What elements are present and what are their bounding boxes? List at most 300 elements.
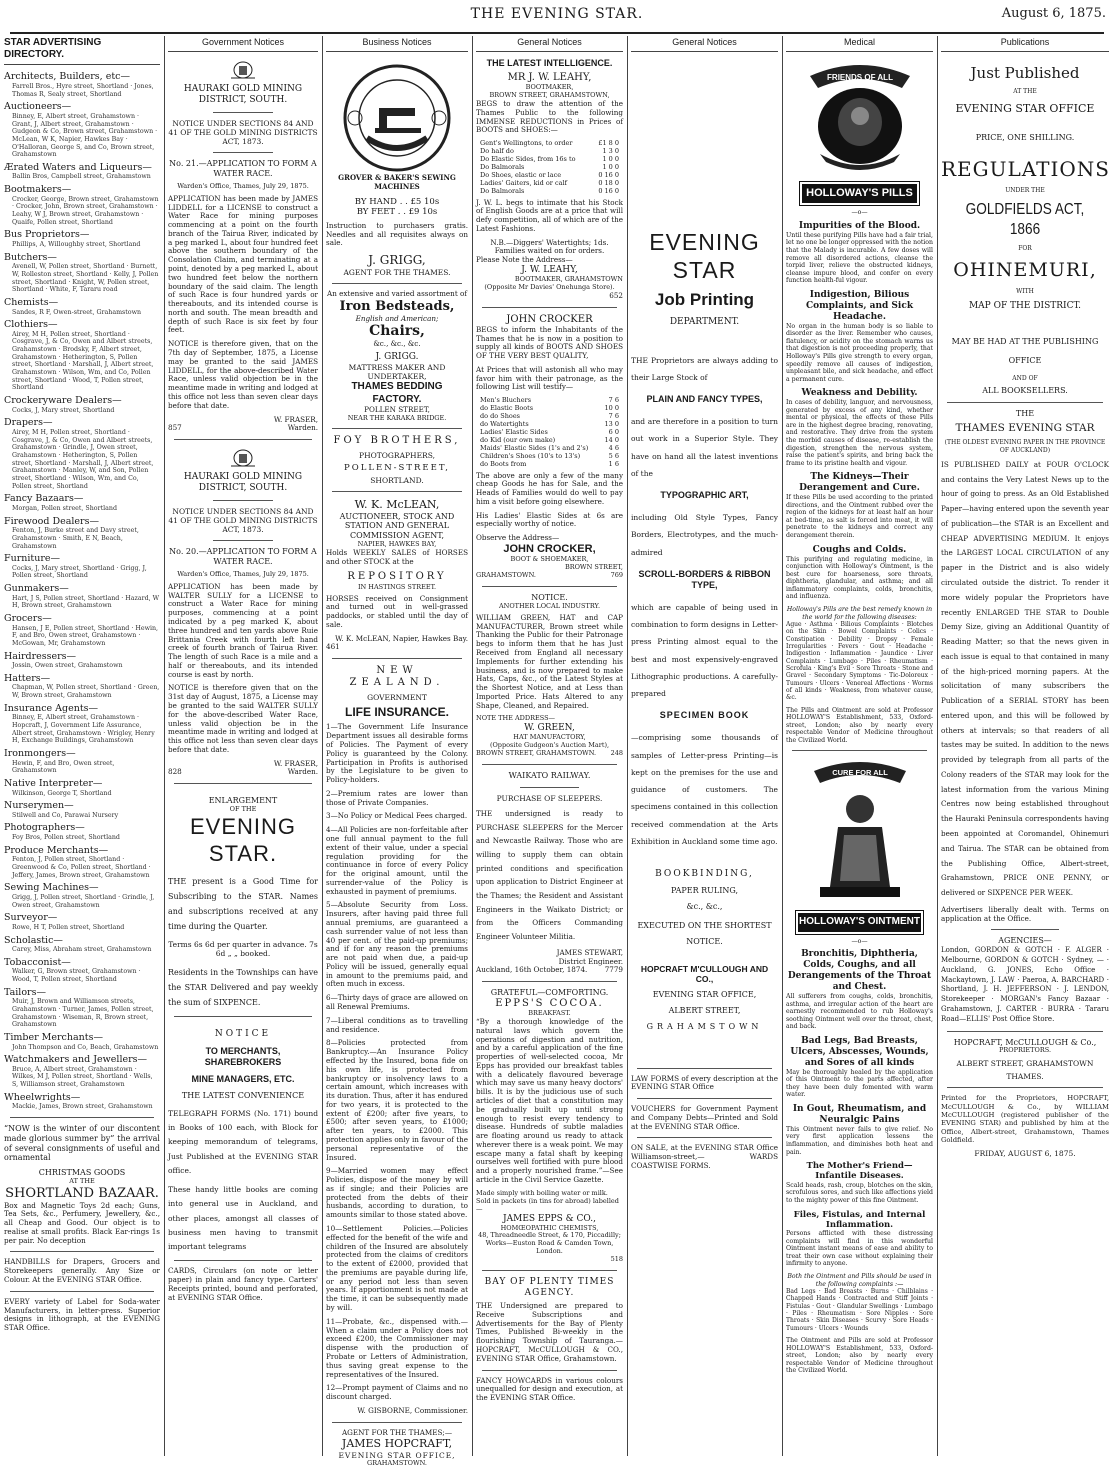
directory-entries: Hansen, J E, Pollen street, Shortland · Hewin, F, and Bro, Owen street, Grahamstown · McGowan, Mr, Grahamstown <box>12 624 159 647</box>
price-item: do Watertights <box>480 420 529 429</box>
directory-entries: Mackie, James, Brown street, Grahamstown <box>12 1103 153 1111</box>
directory-category: Fancy Bazaars— <box>4 493 84 505</box>
gov1-notice: NOTICE UNDER SECTIONS 84 AND 41 OF THE GOLD MINING DISTRICTS ACT, 1873. <box>168 118 318 147</box>
med-p10: Persons afflicted with these distressing complaints will find in this wonderful Ointment instant means of ease and ability to treat their own case without explaining their infirmity to anyone. <box>786 1230 933 1268</box>
directory-entries: Foy Bros, Pollen street, Shortland <box>12 834 120 842</box>
on-sale-ad: ON SALE, at the EVENING STAR Office Williamson-street,— WARDS COASTWISE FORMS. <box>631 1143 778 1171</box>
epps-name: JAMES EPPS & CO., <box>503 1213 596 1224</box>
directory-entries: Avenell, W, Pollen street, Shortland · Burnett, W, Rolleston street, Shortland · Kelly, J, Pollen street, Shortland · Knight, W, Pollen street, Shortland · White, F, Tararu road <box>12 263 159 294</box>
med-italic: Holloway's Pills are the best remedy known in the world for the following diseases: <box>786 605 933 621</box>
ribbon-text: CURE FOR ALL <box>831 768 888 778</box>
price-value: 1 3 0 <box>602 147 619 156</box>
nz-town: GRAHAMSTOWN. <box>367 1458 427 1467</box>
merchants-body2: These handy little books are coming into general use in Auckland, and other places, amongst all classes of business men having to transmit important telegrams <box>168 1185 318 1252</box>
directory-category: Crockeryware Dealers— <box>4 395 122 407</box>
price-value: 14 0 <box>604 435 619 444</box>
howcards-ad: FANCY HOWCARDS in various colours unequalled for design and execution, at the EVENING STAR Office. <box>476 1375 623 1403</box>
price-item: do Kid (our own make) <box>480 435 556 444</box>
pubs-under: UNDER THE <box>1005 187 1045 195</box>
price-by-hand: BY HAND . . £5 10s <box>354 197 440 208</box>
holloways-pills-banner: HOLLOWAY'S PILLS <box>800 182 919 205</box>
directory-category: Ærated Waters and Liqueurs— <box>4 161 152 173</box>
nz-insurance-list <box>326 723 468 1401</box>
hat-fact: HAT MANUFACTORY, <box>513 733 586 742</box>
nz-insurance-item: 6—Thirty days of grace are allowed on all Renewal Premiums. <box>326 993 468 1012</box>
directory-category: Photographers— <box>4 822 85 834</box>
directory-entries: Rowe, H T, Pollen street, Shortland <box>12 923 125 931</box>
pubs-the: THE <box>1015 408 1035 418</box>
med-p5: This purifying and regulating medicine, in conjunction with Holloway's Ointment, is the best cure for hoarseness, sore throats, diphtheria, glandular, and asthma; and all inflammatory complaints, colds, bronchitis, and influenza. <box>786 555 933 601</box>
merchants-t2: TO MERCHANTS, SHAREBROKERS <box>204 1046 282 1068</box>
holloway-ointment-emblem-icon <box>800 757 920 907</box>
price-value: 7 6 <box>608 412 619 421</box>
hat-body: WILLIAM GREEN, HAT and CAP MANUFACTURER, Brown street while Thanking the Public for their Patronage begs to inform them that he has Just Received from England all necessary Implements for further extending his business, and is now prepared to make Hats, Caps, &c., of the Latest Styles at the Shortest Notice, and at Less than Imported Price. Hats Altered to any Shape, Cleaned, and Repaired. <box>476 612 623 710</box>
royal-arms-icon <box>228 446 258 468</box>
pubs-agents: London, GORDON & GOTCH · F. ALGER · Melbourne, GORDON & GOTCH · Sydney, — · Auckland, G. JONES, Echo Office · Mackaytown, J. LAW · Paeroa, A. BARCHARD · Shortland, J. H. JEFFERSON · J. LENDON, Storekeeper · MORGAN's Fancy Bazaar · Grahamstown, J. CARTER · BURRA · Tararu Road—ELLIS' Post Office Store. <box>941 946 1109 1023</box>
crocker-sign: JOHN CROCKER, <box>503 543 596 556</box>
directory-category: Tailors— <box>4 986 46 998</box>
bedsteads-near: NEAR THE KARAKA BRIDGE. <box>347 413 447 422</box>
price-value: 6 0 <box>608 427 619 436</box>
intel-families: Families waited on for orders. <box>494 246 605 256</box>
column-directory <box>4 36 160 1456</box>
pubs-agencies: AGENCIES— <box>998 936 1052 946</box>
directory-entries: Sandes, R F, Owen-street, Grahamstown <box>12 308 142 316</box>
pubs-regulations: REGULATIONS <box>941 156 1110 181</box>
gov2-office: Warden's Office, Thames, July 29, 1875. <box>177 569 309 578</box>
jobprint-plain-types: PLAIN AND FANCY TYPES, <box>646 394 763 405</box>
price-item: Ladies' Elastic Sides <box>480 427 548 436</box>
column-general-2 <box>631 36 778 1456</box>
waikato-sign2: District Engineer. <box>558 956 623 966</box>
intel-address-label: Please Note the Address— <box>476 255 573 265</box>
waikato-t2: PURCHASE OF SLEEPERS. <box>496 793 603 803</box>
jobprint-p2: and are therefore in a position to turn out work in a Superior Style. They have on hand all the latest inventions of the <box>631 417 778 478</box>
pubs-street: ALBERT STREET, GRAHAMSTOWN <box>956 1059 1094 1069</box>
pubs-ohinemuri: OHINEMURI, <box>953 258 1097 281</box>
directory-entries: Muir, J, Brown and Williamson streets, Grahamstown · Turner, James, Pollen street, Grahamstown · Wiseman, R, Brown street, Grahamstown <box>12 998 154 1029</box>
gov2-number: No. 20.—APPLICATION TO FORM A WATER RACE. <box>169 547 317 567</box>
price-value: 0 16 0 <box>598 170 619 179</box>
mclean-repository: REPOSITORY <box>347 571 447 583</box>
newspaper-title: THE EVENING STAR. <box>470 6 644 22</box>
directory-category: Watchmakers and Jewellers— <box>4 1054 148 1066</box>
handbills-ad: HANDBILLS for Drapers, Grocers and Storekeepers generally. Any Size or Colour. At the EVENING STAR Office. <box>4 1257 160 1285</box>
price-by-feet: BY FEET . . £9 10s <box>356 207 438 218</box>
masthead-rule <box>10 32 1104 34</box>
jobprint-paper-ruling: PAPER RULING, <box>670 886 739 896</box>
price-item: do Boots from <box>480 459 527 468</box>
crocker-body2: At Prices that will astonish all who may favor him with their patronage, as the following List will testify— <box>476 364 623 392</box>
nz-life-insurance: LIFE INSURANCE. <box>344 704 449 719</box>
issue-date: August 6, 1875. <box>1001 6 1106 21</box>
directory-category: Gunmakers— <box>4 583 69 595</box>
column-divider <box>472 36 473 1456</box>
jobprint-typographic: TYPOGRAPHIC ART, <box>660 490 749 501</box>
price-value: 1 6 <box>608 459 619 468</box>
med-italic2: Both the Ointment and Pills should be used in the following complaints :— <box>787 1273 932 1288</box>
nz-title: NEW ZEALAND. <box>349 665 445 689</box>
hat-note: NOTE THE ADDRESS— <box>476 714 556 723</box>
directory-entries: Cocks, J, Mary street, Shortland <box>12 406 115 414</box>
med-p3: In cases of debility, languor, and nervousness, generated by excess of any kind, whether mental or physical, the effects of these Pills are in the highest degree bracing, renovating, and restorative. They drive from the system the morbid causes of disease, re-establish the digestion, strengthen the nervous system, raise the patient's spirits, and bring back the frame to its pristine health and vigour. <box>786 399 933 467</box>
grigg-name: J. GRIGG, <box>368 253 426 268</box>
mclean-name: W. K. McLEAN, <box>354 498 440 512</box>
intel-nb: N.B.—Diggers' Watertights; 1ds. <box>490 237 609 247</box>
chairs: Chairs, <box>369 323 425 340</box>
med-list2: Bad Legs · Bad Breasts · Burns · Chilblains · Chapped Hands · Contracted and Stiff Joints · Fistulas · Gout · Glandular Swellings · Lumbago · Piles · Rheumatism · Sore Nipples · Sore Throats · Skin Diseases · Scurvy · Sore Heads · Tumours · Ulcers · Wounds <box>786 1288 933 1332</box>
directory-category: Hairdressers— <box>4 650 77 662</box>
directory-category: Butchers— <box>4 251 57 263</box>
med-h1: Impurities of the Blood. <box>798 220 921 231</box>
gov2-body: APPLICATION has been made by WALTER SULLY for a LICENSE to construct a Water Race for mining purposes, commencing at a point indicated by a peg marked K, about three hundred and ten yards above Ruie Brittania Creek with fourth left hand creek of fourth branch of Tairua River. The length of such Race is a mile and a half or thereabouts, and its intended course is east by north. <box>168 581 318 679</box>
directory-entries: Grigg, J, Pollen street, Shortland · Grindle, J, Owen street, Grahamstown <box>12 893 155 909</box>
hat-addr: (Opposite Gudgeon's Auction Mart), <box>489 741 610 750</box>
price-item: Do half do <box>480 147 514 156</box>
nz-insurance-item: 9—Married women may effect Policies, dispose of the money by will as if single; and their Policies are protected from the debts of their husbands, according to duration, to amounts similar to those stated above. <box>326 1166 468 1220</box>
crocker-sign4: GRAHAMSTOWN. <box>476 571 536 580</box>
price-item: do Elastic Boots <box>480 404 534 413</box>
directory-category: Sewing Machines— <box>4 882 99 894</box>
column-heading: General Notices <box>476 36 623 52</box>
pubs-proprietors-label: PROPRIETORS. <box>998 1046 1052 1055</box>
enlargement-t1: ENLARGEMENT <box>208 796 278 806</box>
crocker-sign3: BROWN STREET, <box>564 563 623 572</box>
intel-name: MR J. W. LEAHY, <box>507 71 592 83</box>
column-heading: STAR ADVERTISING DIRECTORY. <box>4 36 160 65</box>
directory-category: Chemists— <box>4 296 59 308</box>
crocker-sign2: BOOT & SHOEMAKER, <box>510 555 589 564</box>
soda-labels-ad: EVERY variety of Label for Soda-water Manufacturers, in letter-press. Superior designs in lithograph, at the EVENING STAR Office. <box>4 1296 160 1333</box>
gov1-body2: NOTICE is therefore given, that on the 7th day of September, 1875, a License may be granted to the said JAMES LIDDELL, for the above-described Water Race, unless valid objection be in the meantime made in writing and lodged at this office not less than seven clear days before that date. <box>168 339 318 410</box>
foy-name: FOY BROTHERS, <box>333 435 461 447</box>
directory-category: Architects, Builders, etc— <box>4 71 130 83</box>
intel-street: BROWN STREET, GRAHAMSTOWN, <box>489 91 610 100</box>
price-item: Gent's Wellingtons, to order <box>480 139 573 148</box>
directory-entries: Wilkinson, George T, Shortland <box>12 789 112 797</box>
directory-category: Hatters— <box>4 672 51 684</box>
med-h3: Weakness and Debility. <box>801 388 918 399</box>
med-p2: No organ in the human body is so liable to disorder as the liver. Remember who causes, flatulency, or acidity on the stomach warns us that digestion is not proceeding properly, that Holloway's Pills give strength to every organ, speedily remove all causes of indigestion, unpleasant bile, and sick headache, and effect a permanent cure. <box>786 322 933 383</box>
enlargement-body: THE present is a Good Time for Subscribing to the STAR. Names and subscriptions received at any time during the Quarter. <box>168 876 318 932</box>
price-row <box>476 461 623 469</box>
med-p8: This Ointment never fails to give relief. No very first application lessens the inflammation, and diminishes both heat and pain. <box>786 1125 933 1156</box>
foy-town: SHORTLAND. <box>370 476 424 486</box>
pubs-proprietors: HOPCRAFT, McCULLOUGH & Co., <box>953 1037 1097 1047</box>
directory-category: Native Interpreter— <box>4 777 103 789</box>
directory-entries: Cocks, J, Mary street, Shortland · Grigg, J, Pollen street, Shortland <box>12 564 147 580</box>
price-item: Maids' Elastic Sides (1's and 2's) <box>480 443 589 452</box>
jobprint-etc: &c., &c., <box>686 901 723 911</box>
waikato-sign: JAMES STEWART, <box>556 947 623 957</box>
column-divider <box>164 36 165 1456</box>
gov1-body: APPLICATION has been made by JAMES LIDDELL for a LICENSE to construct a Water Race for mining purposes commencing at a point on the fourth branch of the Tairua River, indicated by a peg marked L, about four hundred feet above the southern boundary of the Consolation Claim, and terminating at a point, denoted by a peg marked L, about two hundred feet below the northern boundary of the said claim. The length of such Race is four hundred yards or thereabouts, and its intended course is north and south. The mean breadth and depth of such Race is six feet by four feet. <box>168 193 318 335</box>
directory-category: Bootmakers— <box>4 184 72 196</box>
nz-agent: AGENT FOR THE THAMES;— <box>341 1427 453 1437</box>
column-divider <box>627 36 628 1456</box>
nz-government: GOVERNMENT <box>367 692 427 702</box>
directory-category: Firewood Dealers— <box>4 515 99 527</box>
nz-agent-name: JAMES HOPCRAFT, <box>341 1437 453 1451</box>
directory-entries: Walker, G, Brown street, Grahamstown · Wood, T, Pollen street, Shortland <box>12 968 141 983</box>
crocker-price-list <box>476 397 623 468</box>
jobprint-specimen-book: SPECIMEN BOOK <box>659 710 750 721</box>
price-row <box>476 188 623 196</box>
med-p9: Scald heads, rash, croup, blotches on the skin, scrofulous sores, and such like affections yield to the mighty power of this fine Ointment. <box>786 1181 933 1204</box>
directory-entries: Airey, M H, Pollen street, Shortland · Cosgrave, J, & Co, Owen and Albert streets, Grahamstown · Grindle, J, Owen street, Grahamstown · Hetherington, S, Pollen street, Shortland · Marshall, J, Albert street, Grahamstown · Manley, W, and Son, Pollen street, Shortland · Wilson, Wm, and Co, Pollen street, Shortland <box>12 428 154 490</box>
pubs-thames-evening-star: THAMES EVENING STAR <box>955 422 1095 435</box>
gov1-office: Warden's Office, Thames, July 29, 1875. <box>177 181 309 190</box>
epps-body: “By a thorough knowledge of the natural laws which govern the operations of digestion and nutrition, and by a careful application of the fine properties of well-selected cocoa, Mr Epps has provided our breakfast tables with a delicately flavoured beverage which may save us many heavy doctors' bills. It is by the judicious use of such articles of diet that a constitution may be gradually built up until strong enough to resist every tendency to disease. Hundreds of subtle maladies are floating around us ready to attack wherever there is a weak point. We may escape many a fatal shaft by keeping ourselves well fortified with pure blood and a properly nourished frame.”—See article in the Civil Service Gazette. <box>476 1016 623 1184</box>
jobprint-town: GRAHAMSTOWN <box>646 1021 763 1031</box>
epps-t3: BREAKFAST. <box>528 1009 571 1018</box>
epps-made: Made simply with boiling water or milk. <box>476 1188 608 1197</box>
intel-sign2: BOOTMAKER, GRAHAMSTOWN <box>514 274 623 283</box>
sewing-machine-emblem-icon <box>337 58 457 178</box>
royal-arms-icon <box>228 58 258 80</box>
price-item: Ladies' Gaiters, kid or calf <box>480 178 567 187</box>
pubs-price: PRICE, ONE SHILLING. <box>975 132 1075 142</box>
grigg-agent: AGENT FOR THE THAMES. <box>343 267 451 277</box>
column-heading: Medical <box>786 36 933 52</box>
nz-insurance-item: 1—The Government Life Insurance Department issues all desirable forms of Policies. The Payment of every Policy is guaranteed by the Colony. Participation in Profits is authorised by the Legislature to be given to Policy-holders. <box>326 722 468 785</box>
crocker-num: 769 <box>610 571 623 580</box>
price-item: Do Balmorals <box>480 162 525 171</box>
pubs-may-be-had: MAY BE HAD AT THE PUBLISHING OFFICE <box>951 337 1099 366</box>
directory-category: Bus Proprietors— <box>4 229 90 241</box>
hat-addr2: BROWN STREET, GRAHAMSTOWN. <box>476 749 597 758</box>
enlargement-t3: EVENING STAR. <box>189 813 297 866</box>
bazaar-name: SHORTLAND BAZAAR. <box>5 1185 159 1201</box>
foy-street: POLLEN-STREET, <box>344 462 450 473</box>
directory-entries: Bruce, A, Albert street, Grahamstown · Wilkes, M J, Pollen street, Shortland · Wells, S, Williamson street, Grahamstown <box>12 1065 153 1089</box>
hat-num: 248 <box>610 749 623 758</box>
med-h5: Coughs and Colds. <box>812 544 907 555</box>
intel-price-list <box>476 140 623 195</box>
jobprint-subtitle: Job Printing <box>654 290 755 310</box>
gov1-role: Warden. <box>287 423 318 433</box>
hat-t2: ANOTHER LOCAL INDUSTRY. <box>498 601 601 610</box>
pubs-date: FRIDAY, AUGUST 6, 1875. <box>974 1149 1076 1159</box>
masthead <box>0 0 1114 30</box>
price-value: £1 8 0 <box>598 139 619 148</box>
directory-category: Tobacconist— <box>4 956 71 968</box>
med-p4: If these Pills be used according to the printed directions, and the Ointment rubbed over the region of the kidneys for at least half an hour at bed-time, as salt is forced into meat, it will penetrate to the kidneys and correct any derangement therein. <box>786 494 933 540</box>
crocker-note2: His Ladies' Elastic Sides at 6s are especially worthy of notice. <box>476 510 623 529</box>
price-value: 13 0 <box>604 420 619 429</box>
column-divider <box>937 36 938 1456</box>
mclean-horses: HORSES received on Consignment and turned out in well-grassed paddocks, or stabled until the day of sale. <box>326 593 468 629</box>
directory-entries: Phillips, A, Willoughby street, Shortland <box>12 241 141 248</box>
price-value: 7 6 <box>608 396 619 405</box>
crocker-name: JOHN CROCKER <box>506 313 593 325</box>
jobprint-scroll-borders: SCROLL-BORDERS & RIBBON TYPE, <box>638 568 771 590</box>
waikato-body: THE undersigned is ready to PURCHASE SLEEPERS for the Mercer and Newcastle Railway. Those who are willing to supply them can obtain printed conditions and specification upon application to District Engineer at the Thames; the Resident and Assistant Engineers in the Waikato District; or from the Officers Commanding Engineer Volunteer Militia. <box>476 809 623 942</box>
med-h6: Bronchitis, Diphtheria, Colds, Coughs, and all Derangements of the Throat and Chest. <box>787 949 932 992</box>
med-diseases: Ague · Asthma · Bilious Complaints · Blotches on the Skin · Bowel Complaints · Colics · Constipation · Debility · Dropsy · Female Irregularities · Fevers · Gout · Headache · Indigestion · Inflammation · Jaundice · Liver Complaints · Lumbago · Piles · Rheumatism · Scrofula · King's Evil · Sore Throats · Stone and Gravel · Secondary Symptoms · Tic-Doloreux · Tumours · Ulcers · Venereal Affections · Worms of all kinds · Weakness, from whatever cause, &c. <box>786 621 933 702</box>
nz-sign: W. GISBORNE, Commissioner. <box>357 1405 468 1415</box>
pubs-and-of: AND OF <box>1012 374 1038 382</box>
price-item: Do Balmorals <box>480 186 525 195</box>
crocker-note: The above are only a few of the many cheap Goods he has for Sale, and the Heads of Families would do well to pay him a visit before going elsewhere. <box>476 470 623 506</box>
med-h2: Indigestion, Bilious Complaints, and Sick Headache. <box>805 289 914 322</box>
jobprint-p4: which are capable of being used in combination to form designs in Letter-press Printing almost equal to the best and most expensively-engraved Lithographic productions. A carefully-prepared <box>631 602 778 699</box>
directory-entries: Binney, E, Albert street, Grahamstown · Hopcraft, J, Government Life Assurance, Albert street, Grahamstown · Wrigley, Henry H, Exchange Buildings, Grahamstown <box>12 714 155 745</box>
column-business <box>326 36 468 1467</box>
merchants-t1: NOTICE <box>214 1029 272 1040</box>
gov2-body2: NOTICE is therefore given that on the 31st day of August, 1875, a License may be granted to the said WALTER SULLY for the above-described Water Race, unless valid objection be in the meantime made in writing and lodged at this office not less than seven clear days before that date. <box>168 683 318 754</box>
nz-insurance-item: 5—Absolute Security from Loss. Insurers, after having paid three full annual premiums, are guaranteed a cash surrender value of not less than 40 per cent. of the paid-up premiums; and if for any reason the premiums are not paid when due, a paid-up Policy will be issued, generally equal in amount to the premiums paid, and often much in excess. <box>326 900 468 989</box>
med-h8: In Gout, Rheumatism, and Neuralgic Pains <box>792 1103 927 1125</box>
mclean-sign: W. K. McLEAN, Napier, Hawkes Bay. <box>335 633 468 643</box>
intel-trade: BOOTMAKER, <box>525 83 574 92</box>
bazaar-body: Box and Magnetic Toys 2d each; Guns, Tea Sets, &c., Perfumery, Jewellery, &c., all Cheap and Good. Our object is to realise at small profits. Black Ear-rings 1s per pair. No deception <box>4 1200 160 1245</box>
intel-title: THE LATEST INTELLIGENCE. <box>486 57 613 68</box>
enlargement-t2: OF THE <box>229 805 257 813</box>
column-general-1 <box>476 36 623 1456</box>
directory-entries: Farrell Bros., Hyre street, Shortland · Jones, Thomas R, Sealy street, Shortland <box>12 82 154 98</box>
bedsteads-intro: An extensive and varied assortment of <box>327 288 467 298</box>
mclean-street: IN HASTINGS STREET. <box>357 582 437 591</box>
price-item: Do Shoes, elastic or lace <box>480 170 562 179</box>
price-item: do do Shoes <box>480 412 521 421</box>
crocker-body: BEGS to inform the Inhabitants of the Thames that he is now in a position to supply all kinds of BOOTS AND SHOES OF THE VERY BEST QUALITY, <box>476 324 623 361</box>
intel-sign3: (Opposite Mr Davies' Onehunga Store). <box>484 282 615 291</box>
directory-entries: Hewin, F, and Bro, Owen street, Grahamstown <box>12 759 115 775</box>
price-item: Children's Shoes (10's to 13's) <box>480 451 581 460</box>
jobprint-proprietors: HOPCRAFT M'CULLOUGH AND CO., <box>640 963 769 984</box>
med-foot: The Ointment and Pills are sold at Professor HOLLOWAY'S Establishment, 533, Oxford-street, London; also by nearly every respectable Vendor of Medicine throughout the Civilized World. <box>786 1337 933 1375</box>
column-heading: Publications <box>941 36 1109 52</box>
nz-insurance-item: 7—Liberal conditions as to travelling and residence. <box>326 1015 468 1034</box>
jobprint-street: ALBERT STREET, <box>668 1006 741 1016</box>
nz-insurance-item: 11—Probate, &c., dispensed with.—When a claim under a Policy does not exceed £200, the Commissioner may dispense with the production of Probate or Letters of Administration, thus saving great expense to the representatives of the Insured. <box>326 1316 468 1379</box>
jobprint-bookbinding: BOOKBINDING, <box>655 869 754 880</box>
pubs-all-booksellers: ALL BOOKSELLERS. <box>982 385 1068 395</box>
holloway-pills-emblem-icon <box>790 58 930 178</box>
pubs-just-published: Just Published <box>970 63 1080 82</box>
directory-category: Insurance Agents— <box>4 702 99 714</box>
price-value: 1 0 0 <box>602 154 619 163</box>
pubs-with: WITH <box>1016 287 1034 295</box>
foy-trade: PHOTOGRAPHERS, <box>359 450 435 460</box>
jobprint-department: DEPARTMENT. <box>669 316 740 327</box>
med-h4: The Kidneys—Their Derangement and Cure. <box>799 472 920 494</box>
nz-insurance-item: 8—Policies protected from Bankruptcy.—An Insurance Policy effected by the Insured, bona fide on his own life, is protected from bankruptcy or insolvency laws to a certain amount, which increases with its duration. Thus, after it has endured for two years, it is protected to the extent of £200; after five years, to £500; after seven years, to £1000; after ten years, to £2000. This protection applies only in favour of the personal representative of the Insured. <box>326 1038 468 1162</box>
directory-entries: Fenton, J, Burke street and Davy street, Grahamstown · Smith, E N, Beach, Grahamstown <box>12 527 139 550</box>
jobprint-p1: THE Proprietors are always adding to their Large Stock of <box>631 355 778 383</box>
gov1-sign: W. FRASER, <box>273 414 318 424</box>
waikato-t1: WAIKATO RAILWAY. <box>508 771 591 781</box>
price-item: Do Elastic Sides, from 16s to <box>480 154 576 163</box>
jobprint-office: EVENING STAR OFFICE, <box>652 990 757 1000</box>
waikato-num: 7779 <box>604 965 623 975</box>
gov1-number: No. 21.—APPLICATION TO FORM A WATER RACE. <box>169 159 317 179</box>
directory-category: Grocers— <box>4 613 52 625</box>
directory-entries: John Thompson and Co, Beach, Grahamstown <box>12 1043 159 1051</box>
mclean-body: AUCTIONEER, STOCK AND STATION AND GENERAL COMMISSION AGENT, <box>339 511 455 541</box>
price-value: 10 0 <box>604 404 619 413</box>
enlargement-residents: Residents in the Townships can have the STAR Delivered and pay weekly the sum of SIXPENCE. <box>168 967 318 1007</box>
price-value: 5 6 <box>608 451 619 460</box>
bedsteads-trade: MATTRESS MAKER AND UNDERTAKER, <box>348 363 446 382</box>
med-h7: Bad Legs, Bad Breasts, Ulcers, Abscesses, Wounds, and Sores of all kinds <box>790 1035 929 1068</box>
mclean-place: NAPIER, HAWKES BAY, <box>357 539 437 548</box>
holloways-ointment-banner: HOLLOWAY'S OINTMENT <box>796 911 923 933</box>
bazaar-intro: “NOW is the winter of our discontent made glorious summer by” the arrival of several consignments of useful and ornamental <box>4 1124 160 1163</box>
bedsteads-name: J. GRIGG. <box>375 352 419 363</box>
waikato-date: Auckland, 16th October, 1874. <box>476 965 588 975</box>
price-value: 1 0 0 <box>602 162 619 171</box>
directory-entries: Ballin Bros, Campbell street, Grahamstown <box>12 173 151 181</box>
iron-bedsteads: Iron Bedsteads, <box>339 298 455 314</box>
pubs-thames: THAMES. <box>1006 1072 1044 1082</box>
gov2-title: HAURAKI GOLD MINING DISTRICT, SOUTH. <box>183 472 303 494</box>
intel-num: 652 <box>609 290 623 300</box>
bedsteads-sub: English and American; <box>355 313 439 323</box>
vouchers-ad: VOUCHERS for Government Payment and Company Debts—Printed and Sold at the EVENING STAR Office. <box>631 1104 778 1131</box>
jobprint-executed: EXECUTED ON THE SHORTEST NOTICE. <box>637 920 772 946</box>
med-p7: May be thoroughly healed by the application of this Ointment to the parts affected, after they have been duly fomented with warm water. <box>786 1068 933 1099</box>
column-divider <box>782 36 783 1456</box>
directory-entries: Fenton, J, Pollen street, Shortland · Greenwood & Co, Pollen street, Shortland · Jeffery, James, Brown street, Grahamstown <box>12 856 151 879</box>
bazaar-line2: AT THE <box>69 1176 95 1185</box>
directory-entries: Morgan, Pollen street, Shortland <box>12 504 117 512</box>
epps-t1: GRATEFUL—COMFORTING. <box>490 988 609 998</box>
nz-insurance-item: 3—No Policy or Medical Fees charged. <box>326 811 468 821</box>
hat-t1: NOTICE. <box>531 593 568 603</box>
column-heading: General Notices <box>631 36 778 52</box>
gov1-title: HAURAKI GOLD MINING DISTRICT, SOUTH. <box>183 83 303 105</box>
pubs-at: AT THE <box>1013 88 1037 96</box>
directory-category: Drapers— <box>4 417 53 429</box>
merchants-t4: THE LATEST CONVENIENCE <box>181 1091 305 1101</box>
jobprint-p3: including Old Style Types, Fancy Borders, Electrotypes, and the much-admired <box>631 513 778 557</box>
directory-category: Furniture— <box>4 553 61 565</box>
nz-office: EVENING STAR OFFICE, <box>338 1450 456 1460</box>
directory-category: Scholastic— <box>4 934 63 946</box>
price-item: Men's Bluchers <box>480 396 532 405</box>
directory-entries: Carey, Miss, Abraham street, Grahamstown <box>12 946 152 954</box>
epps-sold: Sold in packets (in tins for abroad) labelled— <box>476 1196 619 1213</box>
directory-category: Produce Merchants— <box>4 844 109 856</box>
enlargement-terms: Terms 6s 6d per quarter in advance. 7s 6d „ „ booked. <box>168 940 318 959</box>
epps-trade: HOMŒOPATHIC CHEMISTS, <box>500 1223 599 1232</box>
column-medical: Medical FRIENDS OF ALL HOLLOWAY'S PILLS —o— Impurities of the Blood. Until these purifying Pills have had a fair trial, let no one be longer oppressed with the notion that the Malady is incurable. A few doses will remove all disordered actions, cleanse the torpid liver, relieve the obstructed kidneys, cleanse impure blood, and confer on every function health-ful vigour. Indigestion, Bilious Complaints, and Sick Headache. No organ in the human body is so liable to disorder as the liver. Remember who causes, flatulency, or acidity on the stomach warns us that digestion is not proceeding properly, that Holloway's Pills give strength to every organ, speedily remove all causes of indigestion, unpleasant bile, and sick headache, and effect a permanent cure. Weakness and Debility. In cases of debility, languor, and nervousness, generated by excess of any kind, whether mental or physical, the effects of these Pills are in the highest degree bracing, renovating, and restorative. They drive from the system the morbid causes of disease, re-establish the digestion, strengthen the nervous system, raise the patient's spirits, and bring back the frame to its pristine health and vigour. The Kidneys—Their Derangement and Cure. If these Pills be used according to the printed directions, and the Ointment rubbed over the region of the kidneys for at least half an hour at bed-time, as salt is forced into meat, it will penetrate to the kidneys and correct any derangement therein. Coughs and Colds. This purifying and regulating medicine, in conjunction with Holloway's Ointment, is the best cure for hoarseness, sore throats, diphtheria, glandular, and asthma; and all inflammatory complaints, colds, bronchitis, and influenza. Holloway's Pills are the best remedy known in the world for the following diseases: Ague · Asthma · Bilious Complaints · Blotches on the Skin · Bowel Complaints · Colics · Constipation · Debility · Dropsy · Female Irregularities · Fevers · Gout · Headache · Indigestion · Inflammation · Jaundice · Liver Complaints · Lumbago · Piles · Rheumatism · Scrofula · King's Evil · Sore Throats · Stone and Gravel · Secondary Symptoms · Tic-Doloreux · Tumours · Ulcers · Venereal Affections · Worms of all kinds · Weakness, from whatever cause, &c. The Pills and Ointment are sold at Professor HOLLOWAY'S Establishment, 533, Oxford-street, London; also by nearly every respectable Vendor of Medicine throughout the Civilized World. CURE FOR ALL HOLLOWAY'S OINTMENT —o— Bronchitis, Diphtheria, Colds, Coughs, and all Derangements of the Throat and Chest. All sufferers from coughs, colds, bronchitis, asthma, and irregular action of the heart are earnestly recommended to rub Holloway's soothing Ointment well over the throat, chest, and back. Bad Legs, Bad Breasts, Ulcers, Abscesses, Wounds, and Sores of all kinds May be thoroughly healed by the application of this Ointment to the parts affected, after they have been duly fomented with warm water. In Gout, Rheumatism, and Neuralgic Pains This Ointment never fails to give relief. No very first application lessens the inflammation, and diminishes both heat and pain. The Mother's Friend—Infantile Diseases. Scald heads, rash, croup, blotches on the skin, scrofulous sores, and such like affections yield to the mighty power of this fine Ointment. Files, Fistulas, and Internal Inflammation. Persons afflicted with these distressing complaints will find in this wonderful Ointment instant means of ease and ability to treat their own case without explaining their infirmity to anyone. Both the Ointment and Pills should be used in the following complaints :— Bad Legs · Bad Breasts · Burns · Chilblains · Chapped Hands · Contracted and Stiff Joints · Fistulas · Gout · Glandular Swellings · Lumbago · Piles · Rheumatism · Sore Nipples · Sore Throats · Skin Diseases · Scurvy · Sore Heads · Tumours · Ulcers · Wounds The Ointment and Pills are sold at Professor HOLLOWAY'S Establishment, 533, Oxford-street, London; also by nearly every respectable Vendor of Medicine throughout the Civilized World. <box>786 37 933 1375</box>
crocker-observe: Observe the Address— <box>476 533 560 543</box>
pubs-map: MAP OF THE DISTRICT. <box>968 301 1082 312</box>
directory-category: Ironmongers— <box>4 748 76 760</box>
column-publications <box>941 36 1109 1456</box>
pubs-act: GOLDFIELDS ACT, 1866 <box>965 201 1085 238</box>
directory-category: Wheelwrights— <box>4 1091 81 1103</box>
directory-entries: Chapman, W, Pollen street, Shortland · Green, W, Brown street, Grahamstown <box>12 684 160 700</box>
mclean-sales: Holds WEEKLY SALES of HORSES and other STOCK at the <box>326 547 468 566</box>
grover-instruction: Instruction to purchasers gratis. Needles and all requisites always on sale. <box>326 220 468 248</box>
gov2-sign: W. FRASER, <box>273 758 318 768</box>
nz-insurance-item: 12—Prompt payment of Claims and no discount charged. <box>326 1383 468 1402</box>
med-h10: Files, Fistulas, and Internal Inflammation. <box>793 1209 926 1230</box>
med-p1: Until these purifying Pills have had a fair trial, let no one be longer oppressed with the notion that the Malady is incurable. A few doses will remove all disordered actions, cleanse the torpid liver, relieve the obstructed kidneys, cleanse impure blood, and confer on every function health-ful vigour. <box>786 231 933 285</box>
directory-entries: Jossin, Owen street, Grahamstown <box>12 662 123 670</box>
column-heading: Business Notices <box>326 36 468 52</box>
price-value: 0 16 0 <box>598 186 619 195</box>
mclean-num: 461 <box>326 642 340 652</box>
intel-sign: J. W. LEAHY, <box>521 265 578 276</box>
nz-insurance-item: 2—Premium rates are lower than those of Private Companies. <box>326 788 468 807</box>
jobprint-title: EVENING STAR <box>649 228 760 284</box>
gov2-role: Warden. <box>287 767 318 777</box>
